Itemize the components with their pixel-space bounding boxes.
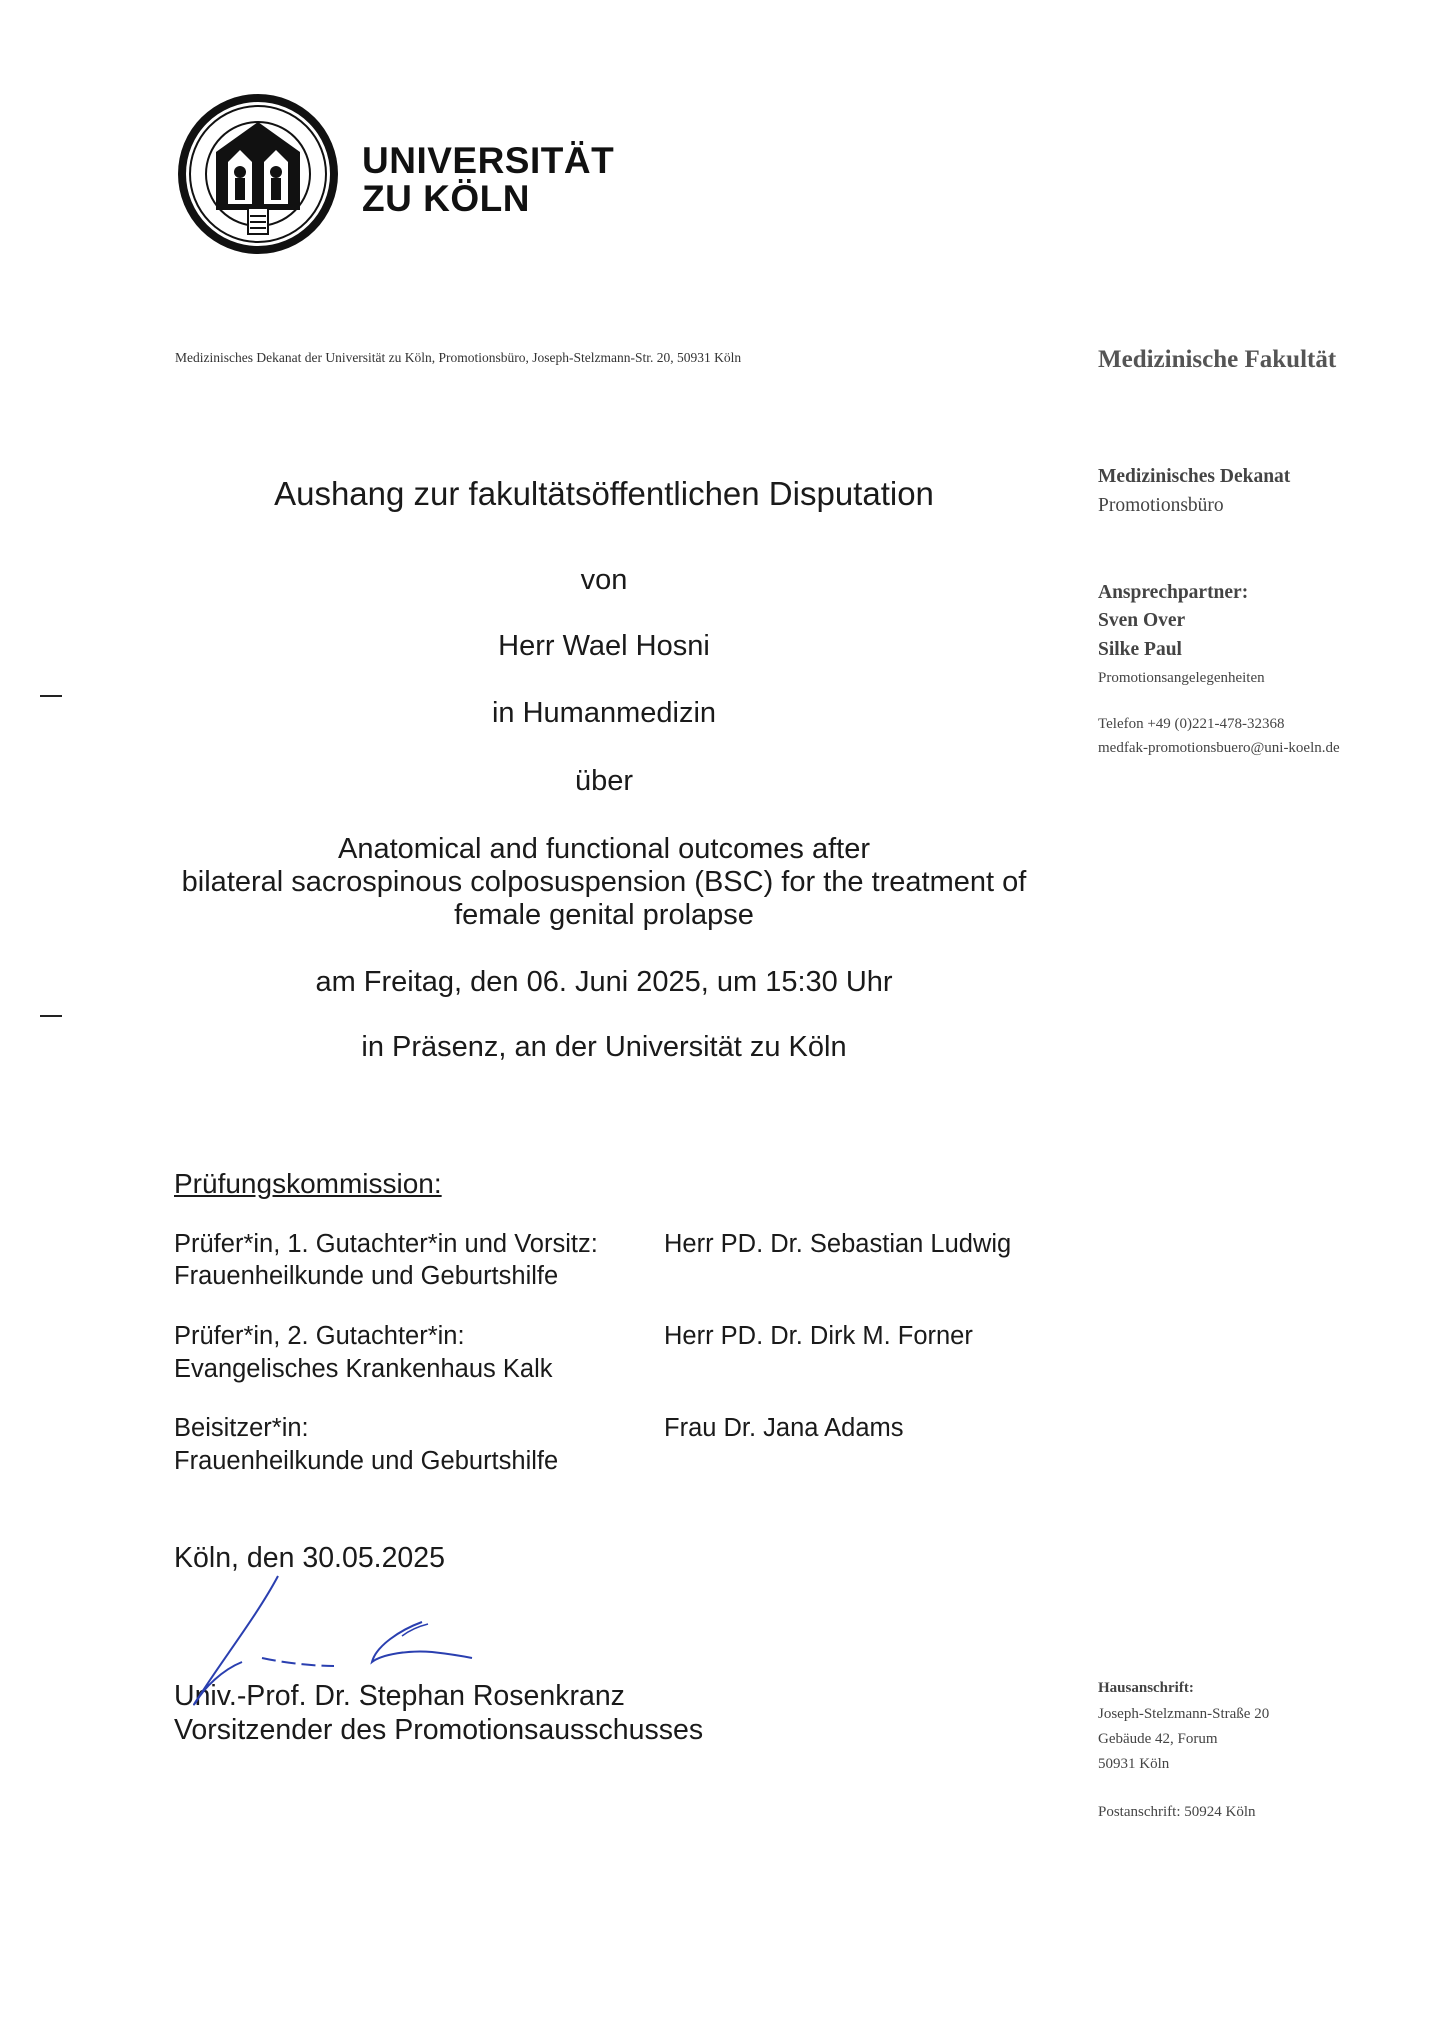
member-1-role: Prüfer*in, 1. Gutachter*in und Vorsitz: [174, 1230, 598, 1258]
address-city: 50931 Köln [1098, 1756, 1170, 1772]
candidate-field: in Humanmedizin [491, 697, 717, 729]
contact-area: Promotionsangelegenheiten [1098, 670, 1265, 686]
committee-heading: Prüfungskommission: [174, 1168, 442, 1199]
notice-ueber: über [574, 765, 634, 797]
office-line-1: Medizinisches Dekanat [1098, 466, 1291, 487]
signing-date: Köln, den 30.05.2025 [174, 1542, 445, 1574]
signatory-name: Univ.-Prof. Dr. Stephan Rosenkranz [174, 1680, 625, 1712]
faculty-name: Medizinische Fakultät [1098, 346, 1337, 373]
member-1-department: Frauenheilkunde und Geburtshilfe [174, 1262, 559, 1290]
member-3-department: Frauenheilkunde und Geburtshilfe [174, 1447, 559, 1475]
address-street: Joseph-Stelzmann-Straße 20 [1098, 1706, 1270, 1722]
disputation-location: in Präsenz, an der Universität zu Köln [361, 1031, 847, 1063]
fold-mark-top [40, 695, 62, 697]
thesis-title-line2: bilateral sacrospinous colposuspension (BSC) for the treatment of [181, 866, 1027, 898]
contact-phone: Telefon +49 (0)221-478-32368 [1098, 716, 1285, 732]
office-line-2: Promotionsbüro [1098, 495, 1224, 516]
member-3-role: Beisitzer*in: [174, 1414, 309, 1442]
member-2-name: Herr PD. Dr. Dirk M. Forner [664, 1322, 973, 1350]
member-3-name: Frau Dr. Jana Adams [664, 1414, 904, 1442]
notice-title: Aushang zur fakultätsöffentlichen Disputation [274, 475, 934, 512]
member-2-role: Prüfer*in, 2. Gutachter*in: [174, 1322, 465, 1350]
notice-von: von [580, 564, 628, 596]
candidate-name: Herr Wael Hosni [498, 630, 710, 662]
fold-mark-bottom [40, 1015, 62, 1017]
disputation-datetime: am Freitag, den 06. Juni 2025, um 15:30 Uhr [315, 966, 893, 998]
university-name-line2: ZU KÖLN [362, 178, 530, 219]
handwritten-signature [170, 1570, 490, 1730]
contact-person-1: Sven Over [1098, 610, 1186, 631]
member-2-department: Evangelisches Krankenhaus Kalk [174, 1355, 553, 1383]
contact-person-2: Silke Paul [1098, 639, 1182, 660]
address-building: Gebäude 42, Forum [1098, 1731, 1218, 1747]
thesis-title-line1: Anatomical and functional outcomes after [338, 833, 870, 865]
member-1-name: Herr PD. Dr. Sebastian Ludwig [664, 1230, 1012, 1258]
university-name-line1: UNIVERSITÄT [362, 140, 615, 181]
contact-heading: Ansprechpartner: [1098, 582, 1249, 603]
postal-address: Postanschrift: 50924 Köln [1098, 1804, 1256, 1820]
sender-address-line: Medizinisches Dekanat der Universität zu Köln, Promotionsbüro, Joseph-Stelzmann-Str. 20, 50931 Köln [175, 350, 742, 365]
contact-email: medfak-promotionsbuero@uni-koeln.de [1098, 740, 1340, 756]
signatory-role: Vorsitzender des Promotionsausschusses [174, 1714, 704, 1746]
address-heading: Hausanschrift: [1098, 1680, 1194, 1696]
university-seal-logo [176, 92, 340, 256]
thesis-title-line3: female genital prolapse [454, 899, 754, 931]
